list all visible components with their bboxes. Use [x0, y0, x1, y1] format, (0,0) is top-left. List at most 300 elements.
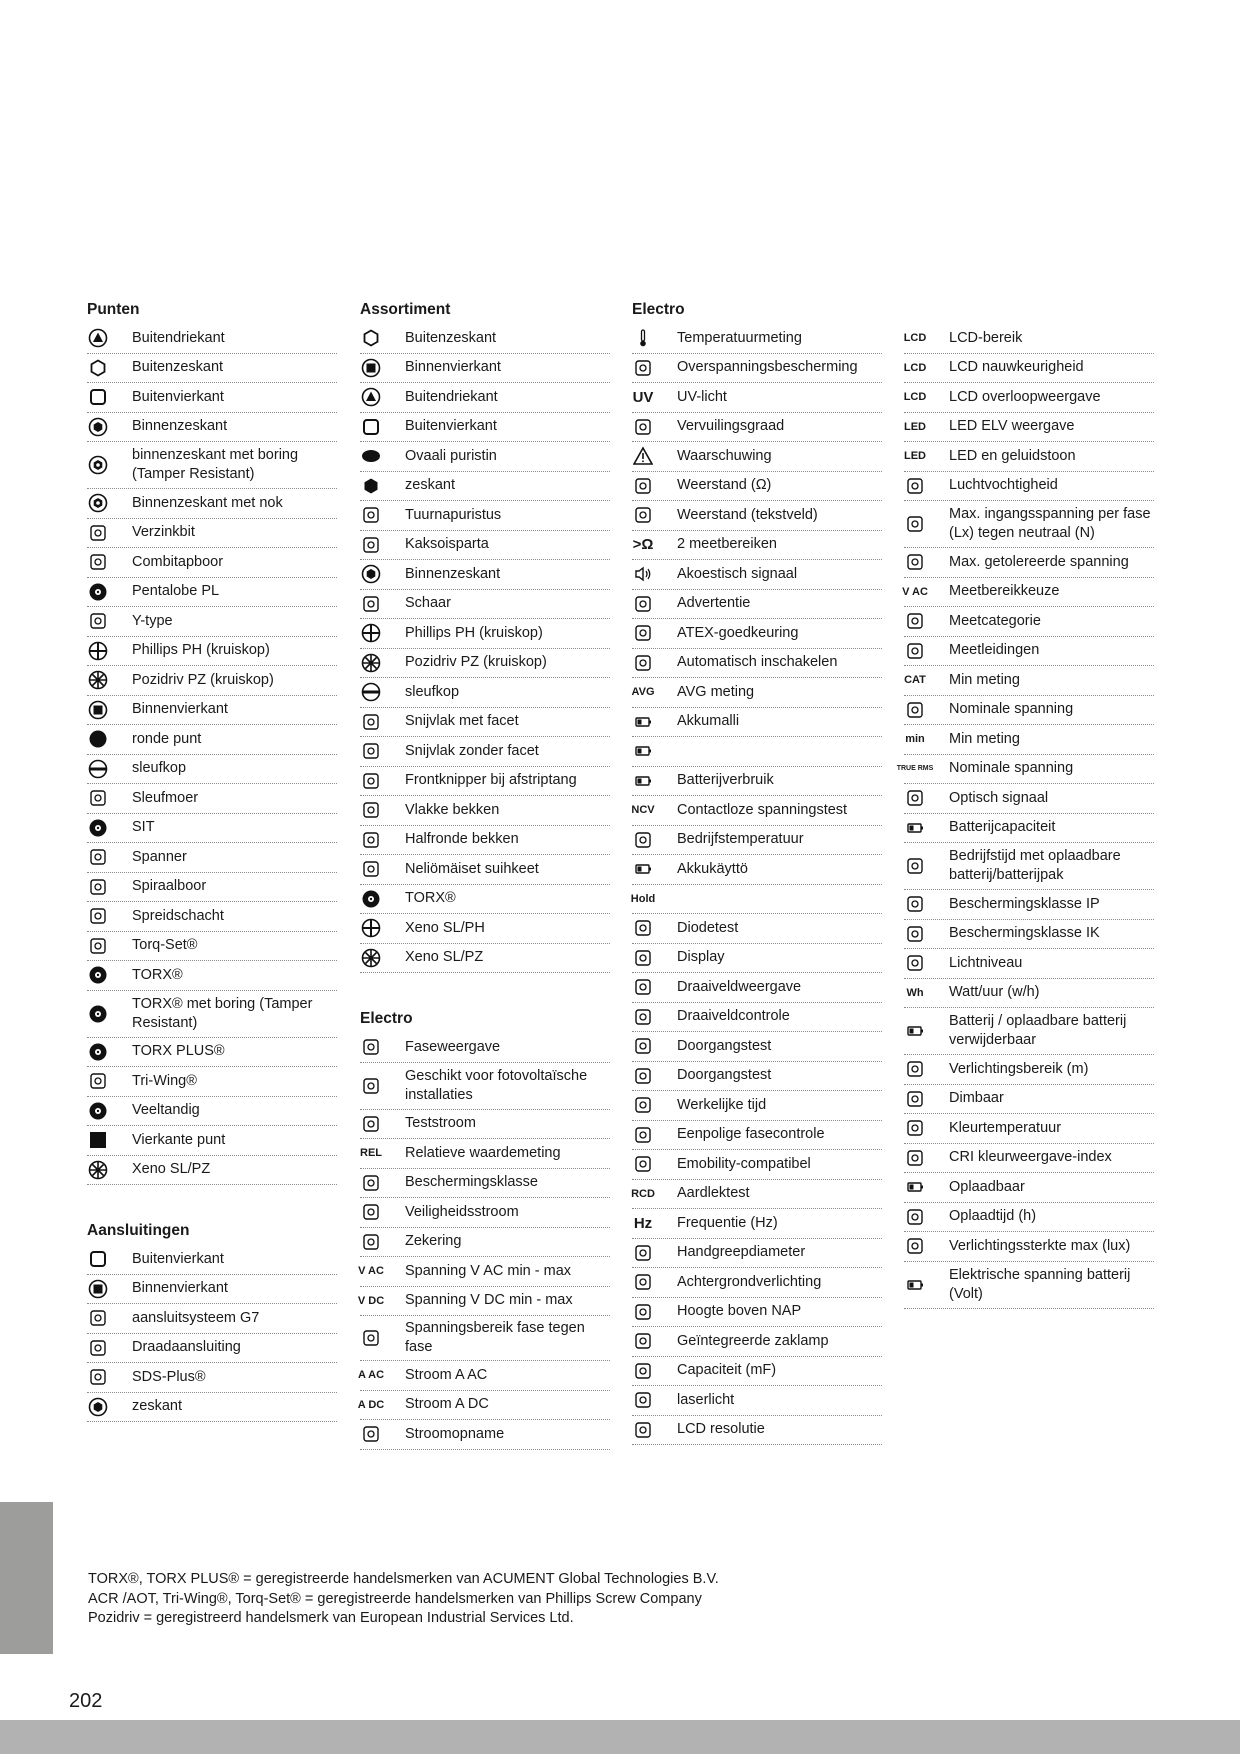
symbol-label: Oplaadtijd (h) [949, 1208, 1037, 1225]
uv-icon [632, 386, 654, 408]
test-leads-icon [904, 640, 926, 662]
symbol-row [904, 1055, 1154, 1085]
grip-diameter-icon [632, 1242, 654, 1264]
spiral-drill-icon [87, 876, 109, 898]
symbol-label: Geïntegreerde zaklamp [677, 1332, 829, 1349]
true-rms-icon [896, 758, 934, 780]
symbol-row [904, 843, 1154, 890]
symbol-label: Achtergrondverlichting [677, 1273, 822, 1290]
ik-icon [904, 923, 926, 945]
symbol-row [904, 442, 1154, 472]
symbol-label: Aardlektest [677, 1185, 750, 1202]
icon-text: RCD [631, 1187, 655, 1200]
symbol-row [87, 873, 337, 903]
symbol-label: Spanningsbereik fase tegen fase [405, 1320, 585, 1355]
lcd-resolution-icon [632, 1419, 654, 1441]
symbol-row [87, 961, 337, 991]
cri-icon [904, 1147, 926, 1169]
symbol-row [360, 501, 610, 531]
torx-tamper-icon [87, 1003, 109, 1025]
symbol-row [632, 354, 882, 384]
pentalobe-icon [87, 581, 109, 603]
symbol-row [632, 1003, 882, 1033]
symbol-label: Buitendriekant [405, 388, 498, 405]
symbol-label: UV-licht [677, 388, 727, 405]
symbol-label: Kleurtemperatuur [949, 1119, 1062, 1136]
symbol-row [360, 619, 610, 649]
symbol-label: Emobility-compatibel [677, 1155, 811, 1172]
symbol-row [632, 531, 882, 561]
thermometer-icon [632, 327, 654, 349]
symbol-label: Meetbereikkeuze [949, 583, 1060, 600]
capacitance-icon [632, 1360, 654, 1382]
symbol-row [87, 413, 337, 443]
symbol-label: 2 meetbereiken [677, 536, 777, 553]
symbol-row [904, 578, 1154, 608]
symbol-label: Verlichtingsbereik (m) [949, 1060, 1089, 1077]
symbol-row [360, 354, 610, 384]
symbol-label: Neliömäiset suihkeet [405, 860, 539, 877]
symbol-row [632, 737, 882, 767]
flush-cutter-icon [360, 740, 382, 762]
symbol-label: Min meting [949, 671, 1020, 688]
led-elv-icon [904, 416, 926, 438]
symbol-label: Watt/uur (w/h) [949, 984, 1040, 1001]
symbol-row [904, 979, 1154, 1009]
speaker-icon [632, 563, 654, 585]
xeno-pz-icon [87, 1159, 109, 1181]
symbol-label: Display [677, 949, 725, 966]
color-temp-icon [904, 1117, 926, 1139]
icon-text: A DC [357, 1398, 385, 1411]
atex-icon [632, 622, 654, 644]
fuse-icon [360, 1231, 382, 1253]
symbol-label: Halfronde bekken [405, 831, 519, 848]
symbol-label: Spiraalboor [132, 878, 207, 895]
symbol-row [904, 501, 1154, 548]
operating-time-icon [904, 855, 926, 877]
symbol-row [632, 1091, 882, 1121]
symbol-label: Bedrijfstijd met oplaadbare batterij/batterijpak [949, 848, 1121, 883]
symbol-row [360, 826, 610, 856]
shank-icon [360, 593, 382, 615]
symbol-row [904, 1203, 1154, 1233]
symbol-label: Ovaali puristin [405, 447, 497, 464]
symbol-label: Binnenvierkant [132, 701, 228, 718]
optical-signal-icon [904, 787, 926, 809]
symbol-label: Stroomopname [405, 1425, 505, 1442]
symbol-row [632, 796, 882, 826]
continuity-circuit-icon [632, 1065, 654, 1087]
symbol-row [360, 855, 610, 885]
symbol-row [87, 383, 337, 413]
voltage-range-icon [360, 1327, 382, 1349]
symbol-label: Temperatuurmeting [677, 329, 802, 346]
square-point-icon [87, 1129, 109, 1151]
symbol-label: LCD-bereik [949, 329, 1023, 346]
section-title: Punten [87, 301, 140, 318]
dimmable-icon [904, 1088, 926, 1110]
symbol-label: Frequentie (Hz) [677, 1214, 778, 1231]
battery-low-icon [632, 711, 654, 733]
symbol-row [632, 590, 882, 620]
symbol-row [632, 973, 882, 1003]
round-point-icon [87, 728, 109, 750]
symbol-row [632, 855, 882, 885]
bottom-bar [0, 1720, 1240, 1754]
symbol-row [87, 1363, 337, 1393]
symbol-row [87, 1275, 337, 1305]
countersink-icon [87, 522, 109, 544]
vdc-icon [357, 1290, 385, 1312]
symbol-label: SIT [132, 819, 155, 836]
torq-set-icon [87, 935, 109, 957]
symbol-label: Overspanningsbescherming [677, 359, 858, 376]
symbol-label: Vervuilingsgraad [677, 418, 785, 435]
symbol-label: Batterijcapaciteit [949, 819, 1056, 836]
pincer-icon [360, 504, 382, 526]
symbol-row [632, 1239, 882, 1269]
battery-question-icon [632, 740, 654, 762]
continuity-icon [632, 1035, 654, 1057]
min-icon [904, 728, 926, 750]
symbol-label: Bedrijfstemperatuur [677, 831, 804, 848]
symbol-row [904, 413, 1154, 443]
charge-time-icon [904, 1206, 926, 1228]
symbol-label: LCD resolutie [677, 1421, 765, 1438]
humidity-icon [904, 475, 926, 497]
symbol-label: Phillips PH (kruiskop) [405, 624, 543, 641]
symbol-label: SDS-Plus® [132, 1368, 206, 1385]
symbol-row [632, 885, 882, 915]
pozidriv-icon [87, 669, 109, 691]
symbol-row [87, 1156, 337, 1186]
square-outline-icon [87, 1248, 109, 1270]
laser-icon [632, 1389, 654, 1411]
symbol-row [87, 666, 337, 696]
symbol-row [357, 1361, 610, 1391]
symbol-label: Oplaadbaar [949, 1178, 1025, 1195]
symbol-row [87, 843, 337, 873]
symbol-row [632, 1062, 882, 1092]
column-electro-continued [896, 300, 1154, 1309]
hexagon-pin-icon [87, 454, 109, 476]
symbol-row [87, 548, 337, 578]
sds-plus-icon [87, 1366, 109, 1388]
side-tab [0, 1502, 53, 1654]
column-punten [87, 300, 337, 1422]
symbol-label: ATEX-goedkeuring [677, 624, 799, 641]
protection-class-icon [360, 1172, 382, 1194]
surge-protection-icon [632, 357, 654, 379]
symbol-row [904, 383, 1154, 413]
symbol-label: Torq-Set® [132, 937, 198, 954]
operating-temp-icon [632, 829, 654, 851]
resistance-icon [632, 475, 654, 497]
slotted-icon [360, 681, 382, 703]
hexagon-outline-icon [87, 357, 109, 379]
backlight-icon [632, 1271, 654, 1293]
icon-text: Hz [633, 1214, 653, 1232]
symbol-row [360, 531, 610, 561]
icon-text: LCD [903, 361, 927, 374]
symbol-label: Luchtvochtigheid [949, 477, 1058, 494]
symbol-row [360, 413, 610, 443]
symbol-label: Werkelijke tijd [677, 1096, 767, 1113]
symbol-label: Relatieve waardemeting [405, 1144, 561, 1161]
rotary-control-icon [632, 1006, 654, 1028]
symbol-label: Binnenvierkant [132, 1280, 228, 1297]
symbol-label: Stroom A DC [405, 1396, 489, 1413]
ring-pin-icon [360, 534, 382, 556]
symbol-row [360, 737, 610, 767]
symbol-row [632, 383, 882, 413]
diode-test-icon [632, 917, 654, 939]
symbol-row [87, 814, 337, 844]
symbol-label: Beschermingsklasse [405, 1174, 538, 1191]
symbol-row [904, 920, 1154, 950]
symbol-row [360, 1420, 610, 1450]
symbol-row [632, 560, 882, 590]
symbol-row [904, 1262, 1154, 1309]
symbol-label: aansluitsysteem G7 [132, 1309, 260, 1326]
symbol-label: Dimbaar [949, 1090, 1004, 1107]
symbol-label: Weerstand (Ω) [677, 477, 772, 494]
pozidriv-icon [360, 947, 382, 969]
icon-text: Wh [906, 986, 924, 999]
symbol-label: LED en geluidstoon [949, 447, 1076, 464]
symbol-row [87, 607, 337, 637]
symbol-label: Binnenzeskant met nok [132, 494, 283, 511]
symbol-row [360, 1139, 610, 1169]
vac-icon [360, 1260, 382, 1282]
symbol-label: Verzinkbit [132, 524, 195, 541]
symbol-row [904, 1173, 1154, 1203]
symbol-label: Veeltandig [132, 1102, 200, 1119]
symbol-row [87, 442, 337, 489]
symbol-row [357, 1287, 610, 1317]
symbol-row [904, 814, 1154, 844]
symbol-label: Xeno SL/PZ [132, 1161, 211, 1178]
battery-capacity-icon [904, 817, 926, 839]
lcd-overflow-icon [904, 386, 926, 408]
hexagon-filled-icon [87, 416, 109, 438]
auto-on-icon [632, 652, 654, 674]
symbol-label: Max. getolereerde spanning [949, 553, 1129, 570]
single-pole-icon [632, 1124, 654, 1146]
symbol-row [87, 324, 337, 354]
symbol-label: Akoestisch signaal [677, 565, 798, 582]
icon-text: >Ω [632, 536, 654, 554]
symbol-row [360, 944, 610, 974]
nominal-voltage-icon [904, 699, 926, 721]
max-tolerated-icon [904, 551, 926, 573]
symbol-label: Contactloze spanningstest [677, 801, 848, 818]
symbol-label: Buitenzeskant [132, 359, 224, 376]
icon-text: LED [904, 420, 926, 433]
symbol-row [360, 885, 610, 915]
battery-consumption-icon [632, 770, 654, 792]
square-jaw-icon [360, 858, 382, 880]
symbol-row [87, 902, 337, 932]
sit-icon [87, 817, 109, 839]
trademark-line: Pozidriv = geregistreerd handelsmerk van European Industrial Services Ltd. [88, 1610, 574, 1626]
symbol-label: Lichtniveau [949, 954, 1023, 971]
symbol-label: Beschermingsklasse IP [949, 895, 1100, 912]
symbol-label: CRI kleurweergave-index [949, 1149, 1112, 1166]
symbol-row [632, 1268, 882, 1298]
lcd-accuracy-icon [904, 357, 926, 379]
symbol-row [360, 708, 610, 738]
symbol-row [357, 1391, 610, 1421]
symbol-label: TORX® [405, 890, 456, 907]
symbol-row [904, 1085, 1154, 1115]
symbol-label: Nominale spanning [949, 701, 1074, 718]
hexagon-filled-icon [360, 563, 382, 585]
symbol-row [87, 1334, 337, 1364]
symbol-label: Meetleidingen [949, 642, 1040, 659]
page-number: 202 [69, 1690, 103, 1712]
phase-display-icon [360, 1036, 382, 1058]
symbol-row [87, 1038, 337, 1068]
symbol-row [904, 324, 1154, 354]
symbol-row [87, 578, 337, 608]
square-filled-icon [87, 1278, 109, 1300]
phillips-icon [360, 917, 382, 939]
symbol-row [87, 519, 337, 549]
symbol-label: Combitapboor [132, 553, 224, 570]
symbol-row [360, 1110, 610, 1140]
symbol-label: Veiligheidsstroom [405, 1203, 519, 1220]
battery-inside-icon [632, 858, 654, 880]
symbol-label: LCD overloopweergave [949, 388, 1101, 405]
symbol-label: binnenzeskant met boring (Tamper Resistant) [132, 447, 299, 482]
icon-text: LCD [903, 332, 927, 345]
symbol-row [360, 442, 610, 472]
symbol-row [904, 637, 1154, 667]
symbol-label: ronde punt [132, 730, 202, 747]
real-time-icon [632, 1094, 654, 1116]
icon-text: min [905, 733, 925, 746]
symbol-label: Stroom A AC [405, 1366, 488, 1383]
symbol-row [360, 324, 610, 354]
symbol-row [632, 1298, 882, 1328]
symbol-label: Meetcategorie [949, 612, 1041, 629]
hexagon-solid-icon [360, 475, 382, 497]
symbol-label: TORX® met boring (Tamper Resistant) [132, 995, 313, 1031]
symbol-label: Zekering [405, 1233, 462, 1250]
phillips-icon [87, 640, 109, 662]
slotted-nut-icon [87, 787, 109, 809]
symbol-row [360, 1228, 610, 1258]
symbol-row [632, 619, 882, 649]
slotted-icon [87, 758, 109, 780]
avg-icon [632, 681, 654, 703]
symbol-row [632, 826, 882, 856]
section-spacer [87, 1185, 337, 1221]
symbol-label: Elektrische spanning batterij (Volt) [949, 1266, 1131, 1302]
symbol-row [360, 1169, 610, 1199]
symbol-label: Verlichtingssterkte max (lux) [949, 1237, 1131, 1254]
icon-text: V DC [357, 1294, 385, 1307]
symbol-label: Draaiveldweergave [677, 978, 802, 995]
symbol-label: Waarschuwing [677, 447, 772, 464]
symbol-label: AVG meting [677, 683, 755, 700]
flashlight-icon [632, 1330, 654, 1352]
emobility-icon [632, 1153, 654, 1175]
symbol-label: Spanner [132, 848, 187, 865]
gauge-icon [904, 610, 926, 632]
safety-current-icon [360, 1201, 382, 1223]
symbol-label: Tuurnapuristus [405, 506, 502, 523]
symbol-label: Draaiveldcontrole [677, 1008, 790, 1025]
symbol-label: Handgreepdiameter [677, 1244, 806, 1261]
tri-wing-icon [87, 1070, 109, 1092]
symbol-row [360, 383, 610, 413]
icon-text: CAT [904, 674, 926, 687]
symbol-label: Snijvlak met facet [405, 713, 519, 730]
led-sound-icon [904, 445, 926, 467]
symbol-label: Buitenvierkant [405, 418, 497, 435]
symbol-label: Beschermingsklasse IK [949, 925, 1100, 942]
symbol-row [904, 949, 1154, 979]
test-current-icon [360, 1113, 382, 1135]
symbol-row [904, 784, 1154, 814]
symbol-row [632, 678, 882, 708]
height-icon [632, 1301, 654, 1323]
pozidriv-icon [360, 652, 382, 674]
symbol-label: Binnenzeskant [405, 565, 501, 582]
multi-tooth-icon [87, 1100, 109, 1122]
symbol-row [360, 796, 610, 826]
y-type-icon [87, 610, 109, 632]
symbol-label: Faseweergave [405, 1038, 501, 1055]
section-title: Electro [360, 1010, 413, 1027]
symbol-label: Vierkante punt [132, 1131, 226, 1148]
symbol-label: Frontknipper bij afstriptang [405, 772, 577, 789]
oval-icon [360, 445, 382, 467]
symbol-label: Automatisch inschakelen [677, 654, 838, 671]
symbol-label: Binnenzeskant [132, 418, 228, 435]
symbol-label: Pozidriv PZ (kruiskop) [405, 654, 547, 671]
facet-cutter-icon [360, 711, 382, 733]
icon-text: Hold [630, 892, 656, 905]
square-outline-icon [87, 386, 109, 408]
symbol-label: Spanning V DC min - max [405, 1292, 573, 1309]
symbol-label: Schaar [405, 595, 451, 612]
symbol-label: Tri-Wing® [132, 1072, 197, 1089]
icon-text: NCV [631, 804, 655, 817]
combi-drill-icon [87, 551, 109, 573]
wh-icon [904, 982, 926, 1004]
symbol-row [360, 649, 610, 679]
symbol-label: Phillips PH (kruiskop) [132, 642, 270, 659]
symbol-row [904, 1008, 1154, 1055]
symbol-label: Buitendriekant [132, 329, 225, 346]
symbol-row [87, 784, 337, 814]
symbol-row [87, 637, 337, 667]
column-assortiment [357, 300, 610, 1450]
symbol-row [87, 725, 337, 755]
symbol-row [632, 1150, 882, 1180]
battery-voltage-icon [904, 1274, 926, 1296]
phillips-icon [360, 622, 382, 644]
symbol-row [87, 489, 337, 519]
symbol-row [632, 1209, 882, 1239]
icon-text: REL [360, 1147, 382, 1160]
resistance-text-icon [632, 504, 654, 526]
thread-icon [87, 1337, 109, 1359]
